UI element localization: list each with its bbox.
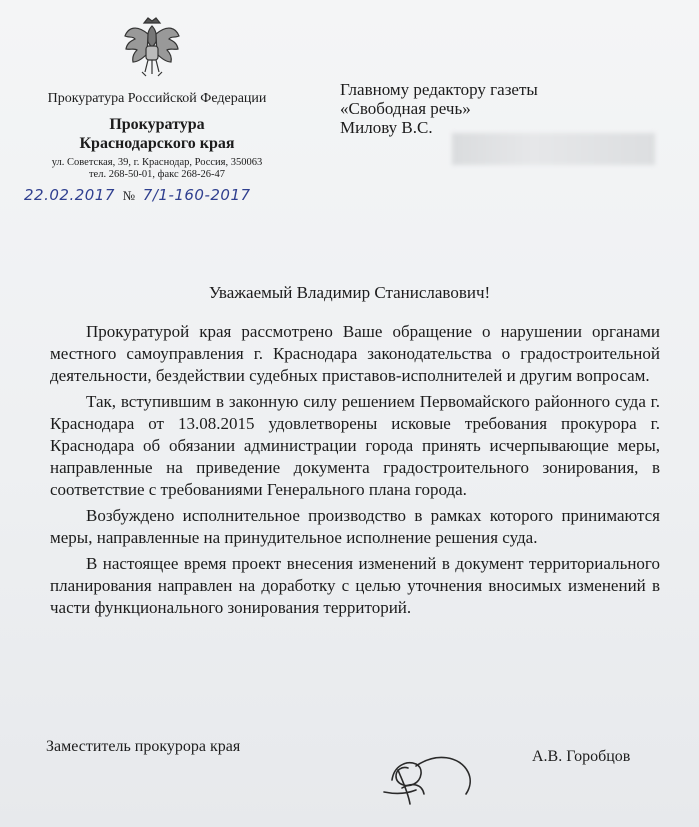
reg-number-handwritten: 7/1-160-2017 [142,186,251,204]
body-paragraph: Так, вступившим в законную силу решением Первомайского районного суда г. Краснодара от 13.08.2015 удовлетворены исковые требования прокурора г. Краснодара об обязании администрации города принять исчерпывающие меры, направленные на приведение документа градостроительного зонирования, в соответствие с требованиями Генерального плана города. [50,392,660,499]
signatory-name: А.В. Горобцов [532,748,631,765]
handwritten-signature [372,740,482,812]
org-parent-line: Прокуратура Российской Федерации [47,91,267,106]
recipient-block [340,80,680,137]
org-name-line-2: Краснодарского края [79,135,235,152]
recipient-line-3: Милову В.С. [340,118,433,137]
org-address: ул. Советская, 39, г. Краснодар, Россия, 350063 [51,157,263,168]
body-paragraph: Возбуждено исполнительное производство в рамках которого принимаются меры, направленные на принудительное исполнение решения суда. [50,506,660,547]
recipient-line-1: Главному редактору газеты [340,80,538,99]
body-paragraph: Прокуратурой края рассмотрено Ваше обращение о нарушении органами местного самоуправления г. Краснодара законодательства о градостроительной деятельности, бездействии судебных приставов-исполнителей и другим вопросам. [50,322,660,385]
org-name-line-1: Прокуратура [109,116,205,133]
reg-number-sign: № [122,188,136,203]
registration-line [24,186,304,205]
redacted-blur-area [452,133,655,165]
org-contacts [26,157,288,181]
body-paragraph: В настоящее время проект внесения изменений в документ территориального планирования направлен на доработку с целью уточнения вносимых изменений в части функционального зонирования территорий. [50,554,660,617]
greeting: Уважаемый Владимир Станиславович! [208,283,491,302]
signatory-title: Заместитель прокурора края [46,738,241,755]
reg-date-handwritten: 22.02.2017 [24,186,115,204]
org-name [26,115,288,153]
recipient-line-2: «Свободная речь» [340,99,471,118]
org-phone: тел. 268-50-01, факс 268-26-47 [88,169,226,180]
letter-body [50,321,660,623]
coat-of-arms-emblem [122,14,182,80]
